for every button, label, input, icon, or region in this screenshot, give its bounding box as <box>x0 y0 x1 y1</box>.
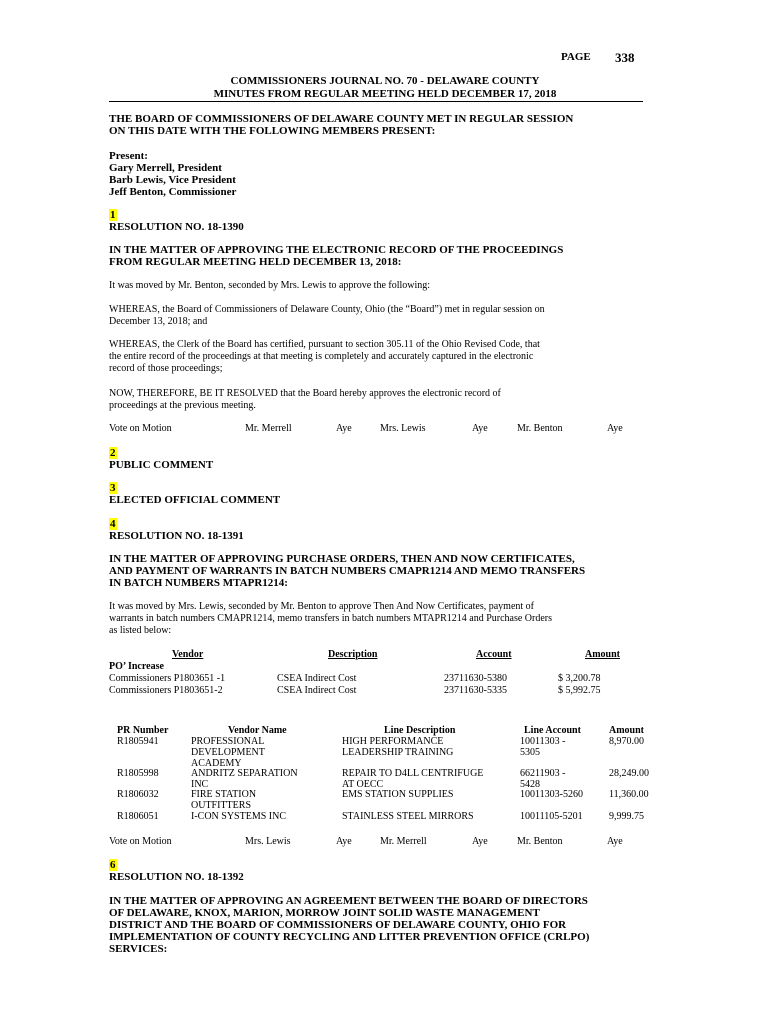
vote-label: Vote on Motion <box>109 423 172 434</box>
table-row-continued: DEVELOPMENT LEADERSHIP TRAINING 5305 <box>191 747 540 758</box>
vote-value: Aye <box>607 836 623 847</box>
present-label: Present: <box>109 150 148 162</box>
column-header: Description <box>328 649 378 660</box>
table-row: Commissioners P1803651-2 CSEA Indirect Cost 23711630-5335 $ 5,992.75 <box>109 685 601 696</box>
motion-text: It was moved by Mr. Benton, seconded by Mrs. Lewis to approve the following: <box>109 280 431 291</box>
resolution-number: RESOLUTION NO. 18-1391 <box>109 530 244 542</box>
voter-name: Mr. Merrell <box>245 423 292 434</box>
column-header: Vendor <box>172 649 204 660</box>
resolution-number: RESOLUTION NO. 18-1390 <box>109 221 244 233</box>
table-row: Commissioners P1803651 -1 CSEA Indirect Cost 23711630-5380 $ 3,200.78 <box>109 673 601 684</box>
column-header: Line Account <box>524 725 581 736</box>
resolution-heading: SERVICES: <box>109 943 168 955</box>
present-member: Jeff Benton, Commissioner <box>109 186 237 198</box>
motion-text: as listed below: <box>109 625 172 636</box>
page-label: PAGE <box>561 51 591 63</box>
page-number: 338 <box>615 50 635 65</box>
po-group-label: PO’ Increase <box>109 661 164 672</box>
resolution-heading: AND PAYMENT OF WARRANTS IN BATCH NUMBERS CMAPR1214 AND MEMO TRANSFERS <box>109 565 586 577</box>
table-row: R1805998 ANDRITZ SEPARATION REPAIR TO D4LL CENTRIFUGE 66211903 - 28,249.00 <box>117 768 649 779</box>
section-title: PUBLIC COMMENT <box>109 459 214 471</box>
table-row: R1806032 FIRE STATION EMS STATION SUPPLIES 10011303-5260 11,360.00 <box>117 789 649 800</box>
column-header: Amount <box>585 649 621 660</box>
column-header: Line Description <box>384 725 456 736</box>
po-table-header <box>109 649 669 662</box>
journal-title: COMMISSIONERS JOURNAL NO. 70 - DELAWARE COUNTY <box>230 75 540 87</box>
intro-line-2: ON THIS DATE WITH THE FOLLOWING MEMBERS PRESENT: <box>109 125 436 137</box>
section-title: ELECTED OFFICIAL COMMENT <box>109 494 281 506</box>
vote-row <box>109 423 669 436</box>
table-row: R1805941 PROFESSIONAL HIGH PERFORMANCE 10011303 - 8,970.00 <box>117 736 644 747</box>
resolution-heading: IN THE MATTER OF APPROVING PURCHASE ORDERS, THEN AND NOW CERTIFICATES, <box>109 553 575 565</box>
resolution-heading: IN THE MATTER OF APPROVING AN AGREEMENT BETWEEN THE BOARD OF DIRECTORS <box>109 895 588 907</box>
item-number: 6 <box>110 859 116 871</box>
item-number: 2 <box>110 447 116 459</box>
voter-name: Mrs. Lewis <box>380 423 426 434</box>
column-header: Vendor Name <box>228 725 287 736</box>
present-member: Gary Merrell, President <box>109 162 222 174</box>
whereas-text: December 13, 2018; and <box>109 316 208 327</box>
header-rule <box>109 101 643 102</box>
resolved-text: NOW, THEREFORE, BE IT RESOLVED that the Board hereby approves the electronic record of <box>109 388 501 399</box>
vote-value: Aye <box>336 423 352 434</box>
vote-value: Aye <box>336 836 352 847</box>
whereas-text: WHEREAS, the Clerk of the Board has certified, pursuant to section 305.11 of the Ohio Revised Code, that <box>109 339 540 350</box>
motion-text: It was moved by Mrs. Lewis, seconded by Mr. Benton to approve Then And Now Certificates, payment of <box>109 601 535 612</box>
resolution-heading: OF DELAWARE, KNOX, MARION, MORROW JOINT SOLID WASTE MANAGEMENT <box>109 907 540 919</box>
table-row-continued: INC AT OECC 5428 <box>191 779 540 790</box>
item-number: 1 <box>110 209 116 221</box>
column-header: Account <box>476 649 512 660</box>
vote-label: Vote on Motion <box>109 836 172 847</box>
item-number: 3 <box>110 482 116 494</box>
voter-name: Mr. Benton <box>517 836 563 847</box>
whereas-text: WHEREAS, the Board of Commissioners of Delaware County, Ohio (the “Board”) met in regular session on <box>109 304 545 315</box>
motion-text: warrants in batch numbers CMAPR1214, memo transfers in batch numbers MTAPR1214 and Purchase Orders <box>109 613 553 624</box>
column-header: Amount <box>609 725 645 736</box>
present-member: Barb Lewis, Vice President <box>109 174 236 186</box>
resolution-heading: IN BATCH NUMBERS MTAPR1214: <box>109 577 288 589</box>
voter-name: Mr. Merrell <box>380 836 427 847</box>
minutes-title: MINUTES FROM REGULAR MEETING HELD DECEMBER 17, 2018 <box>213 88 557 100</box>
column-header: PR Number <box>117 725 169 736</box>
table-row-continued: OUTFITTERS <box>191 800 251 811</box>
vote-row <box>109 836 669 849</box>
vote-value: Aye <box>472 423 488 434</box>
resolution-heading: IN THE MATTER OF APPROVING THE ELECTRONIC RECORD OF THE PROCEEDINGS <box>109 244 564 256</box>
resolution-heading: IMPLEMENTATION OF COUNTY RECYCLING AND LITTER PREVENTION OFFICE (CRLPO) <box>109 931 590 943</box>
vote-value: Aye <box>472 836 488 847</box>
whereas-text: record of those proceedings; <box>109 363 223 374</box>
vote-value: Aye <box>607 423 623 434</box>
intro-line-1: THE BOARD OF COMMISSIONERS OF DELAWARE COUNTY MET IN REGULAR SESSION <box>109 113 574 125</box>
resolution-heading: DISTRICT AND THE BOARD OF COMMISSIONERS OF DELAWARE COUNTY, OHIO FOR <box>109 919 567 931</box>
resolved-text: proceedings at the previous meeting. <box>109 400 256 411</box>
voter-name: Mr. Benton <box>517 423 563 434</box>
whereas-text: the entire record of the proceedings at that meeting is completely and accurately captured in the electronic <box>109 351 534 362</box>
table-row: R1806051 I-CON SYSTEMS INC STAINLESS STEEL MIRRORS 10011105-5201 9,999.75 <box>117 811 644 822</box>
item-number: 4 <box>110 518 116 530</box>
resolution-heading: FROM REGULAR MEETING HELD DECEMBER 13, 2018: <box>109 256 402 268</box>
voter-name: Mrs. Lewis <box>245 836 291 847</box>
table-row-continued: ACADEMY <box>191 758 242 769</box>
resolution-number: RESOLUTION NO. 18-1392 <box>109 871 244 883</box>
